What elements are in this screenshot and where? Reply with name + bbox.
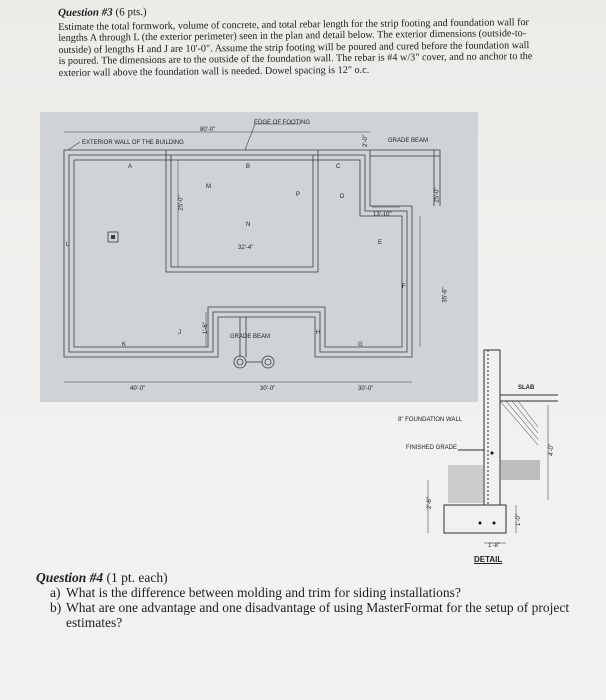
label-k: K bbox=[122, 342, 127, 348]
detail-drawing bbox=[398, 345, 568, 570]
question-4b: b) What are one advantage and one disadvantage of using MasterFormat for the setup of project estimates? bbox=[50, 600, 570, 630]
dim-13-10: 13'-10" bbox=[373, 212, 392, 218]
foundation-detail bbox=[398, 345, 568, 570]
dim-25-right: 25'-0" bbox=[434, 187, 441, 203]
grade-beam-bottom-label: GRADE BEAM bbox=[230, 334, 271, 340]
label-l: L bbox=[66, 242, 70, 248]
dim-25-left: 25'-0" bbox=[178, 195, 185, 211]
detail-caption: DETAIL bbox=[474, 555, 503, 564]
label-p: P bbox=[296, 192, 301, 198]
label-e: E bbox=[378, 240, 383, 246]
question-4-title: Question #4 (1 pt. each) bbox=[36, 570, 168, 585]
dim-35-6: 35'-6" bbox=[442, 287, 449, 303]
dim-30-mid: 30'-0" bbox=[260, 386, 276, 392]
label-a: A bbox=[128, 164, 133, 170]
exterior-wall-label: EXTERIOR WALL OF THE BUILDING bbox=[82, 140, 184, 146]
dim-30-right: 30'-0" bbox=[358, 386, 374, 392]
dim-2-6: 2'-6" bbox=[426, 497, 433, 509]
question-4 bbox=[36, 570, 576, 630]
label-j: J bbox=[178, 330, 181, 336]
label-g: G bbox=[358, 342, 363, 348]
label-h: H bbox=[316, 330, 321, 336]
foundation-wall-label: 8" FOUNDATION WALL bbox=[398, 417, 463, 423]
label-m: M bbox=[206, 184, 211, 190]
label-n: N bbox=[246, 222, 251, 228]
question-3-title: Question #3 (6 pts.) bbox=[57, 6, 147, 19]
finished-grade-label: FINISHED GRADE bbox=[406, 445, 458, 451]
question-3 bbox=[58, 3, 539, 80]
slab-label: SLAB bbox=[518, 385, 535, 391]
dim-32-4: 32'-4" bbox=[238, 245, 254, 251]
dim-1-0: 1'-0" bbox=[515, 514, 522, 526]
label-c: C bbox=[336, 164, 341, 170]
label-b: B bbox=[246, 164, 251, 170]
dim-1-6: 1'-6" bbox=[202, 322, 209, 334]
label-f: F bbox=[402, 284, 406, 290]
dim-80: 80'-0" bbox=[200, 127, 216, 133]
dim-1-8: 1'-8" bbox=[488, 543, 500, 549]
question-3-body: Estimate the total formwork, volume of concrete, and total rebar length for the strip footing and foundation wall for lengths A through L (the exterior perimeter) seen in the plan and detail below. The exterior dimensions (outside-to-outside) of lengths H and J are 10'-0". Assume the strip footing will be poured and cured before the foundation wall is poured. The dimensions are to the outside of the foundation wall. The rebar is #4 w/3" cover, and no anchor to the exterior wall above the foundation wall is needed. Dowel spacing is 12" o.c. bbox=[58, 16, 533, 79]
dim-4-0: 4'-0" bbox=[548, 444, 555, 456]
label-d: D bbox=[340, 194, 345, 200]
dim-40: 40'-0" bbox=[130, 386, 146, 392]
grade-beam-top-label: GRADE BEAM bbox=[388, 138, 429, 144]
dim-2-top: 2'-0" bbox=[362, 135, 369, 147]
edge-of-footing-label: EDGE OF FOOTING bbox=[254, 120, 311, 126]
question-4a: a) What is the difference between molding and trim for siding installations? bbox=[50, 585, 461, 600]
